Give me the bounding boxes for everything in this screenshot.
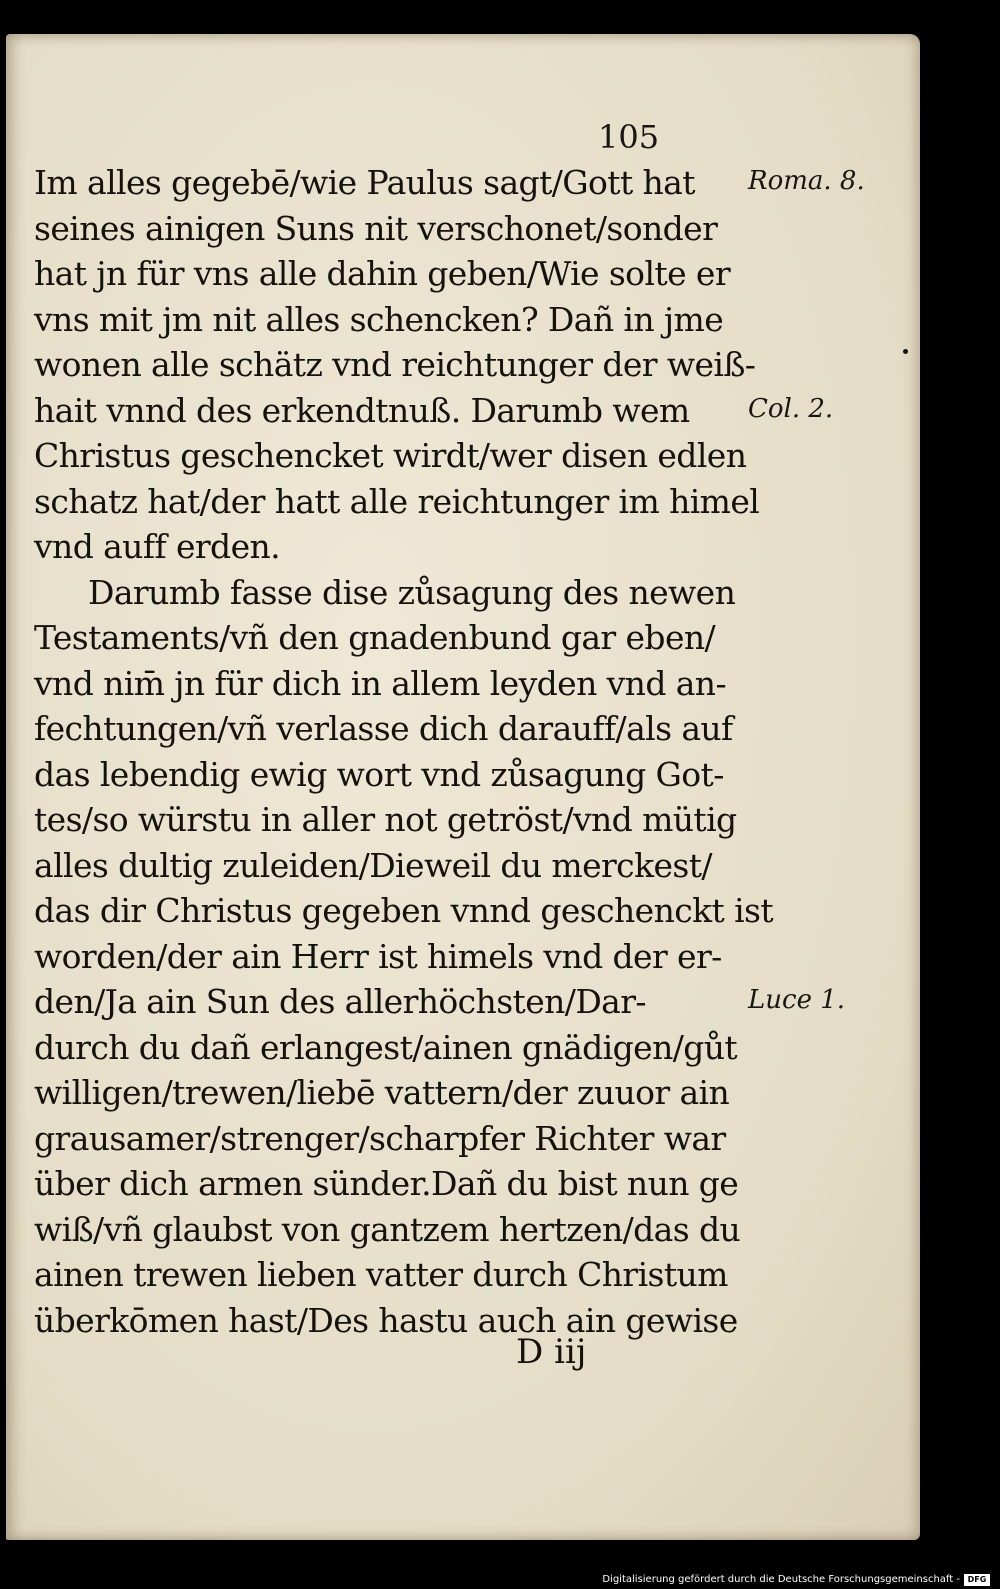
text-line: das dir Christus gegeben vnnd geschenckt ist bbox=[34, 891, 774, 930]
text-line: hat jn für vns alle dahin geben/Wie solte er bbox=[34, 254, 730, 293]
text-line: vnd auff erden. bbox=[34, 527, 281, 566]
text-line: tes/so würstu in aller not getröst/vnd mütig bbox=[34, 800, 737, 839]
text-line: vnd nim̄ jn für dich in allem leyden vnd an- bbox=[34, 663, 727, 703]
text-line: überkōmen hast/Des hastu auch ain gewise bbox=[34, 1300, 738, 1340]
text-line: schatz hat/der hatt alle reichtunger im himel bbox=[34, 481, 760, 521]
text-line: ainen trewen lieben vatter durch Christum bbox=[34, 1255, 728, 1294]
footer-credit: Digitalisierung gefördert durch die Deutsche Forschungsgemeinschaft - bbox=[602, 1574, 960, 1585]
text-line: Im alles gegebē/wie Paulus sagt/Gott hat bbox=[34, 163, 695, 202]
text-line: Christus geschencket wirdt/wer disen edlen bbox=[34, 436, 747, 475]
marginal-note: Roma. 8. bbox=[748, 166, 865, 196]
ink-speck bbox=[903, 349, 908, 354]
text-line: alles dultig zuleiden/Dieweil du merckest/ bbox=[34, 845, 712, 885]
dfg-logo: DFG bbox=[964, 1574, 990, 1586]
text-line: worden/der ain Herr ist himels vnd der er- bbox=[34, 936, 722, 976]
text-line: wiß/vñ glaubst von gantzem hertzen/das du bbox=[34, 1209, 741, 1249]
marginal-note: Col. 2. bbox=[748, 393, 834, 424]
text-line: grausamer/strenger/scharpfer Richter war bbox=[34, 1118, 726, 1158]
page-number: 105 bbox=[598, 118, 660, 156]
text-line: durch du dañ erlangest/ainen gnädigen/gůt bbox=[34, 1027, 738, 1067]
text-line: willigen/trewen/liebē vattern/der zuuor ain bbox=[34, 1073, 730, 1112]
text-line: wonen alle schätz vnd reichtunger der weiß- bbox=[34, 345, 756, 384]
text-line: fechtungen/vñ verlasse dich darauff/als auf bbox=[34, 709, 733, 748]
text-line: Testaments/vñ den gnadenbund gar eben/ bbox=[34, 618, 716, 657]
text-line: den/Ja ain Sun des allerhöchsten/Dar- bbox=[34, 982, 646, 1021]
signature-mark: D iij bbox=[516, 1332, 587, 1372]
text-line: über dich armen sünder.Dañ du bist nun ge bbox=[34, 1164, 739, 1203]
text-line: vns mit jm nit alles schencken? Dañ in jme bbox=[34, 299, 724, 339]
text-line: das lebendig ewig wort vnd zůsagung Got- bbox=[34, 754, 724, 794]
text-line: Darumb fasse dise zůsagung des newen bbox=[88, 572, 736, 612]
text-line: seines ainigen Suns nit verschonet/sonder bbox=[34, 208, 718, 248]
text-line: hait vnnd des erkendtnuß. Darumb wem bbox=[34, 390, 690, 430]
marginal-note: Luce 1. bbox=[748, 985, 846, 1015]
text-block bbox=[34, 160, 774, 1343]
